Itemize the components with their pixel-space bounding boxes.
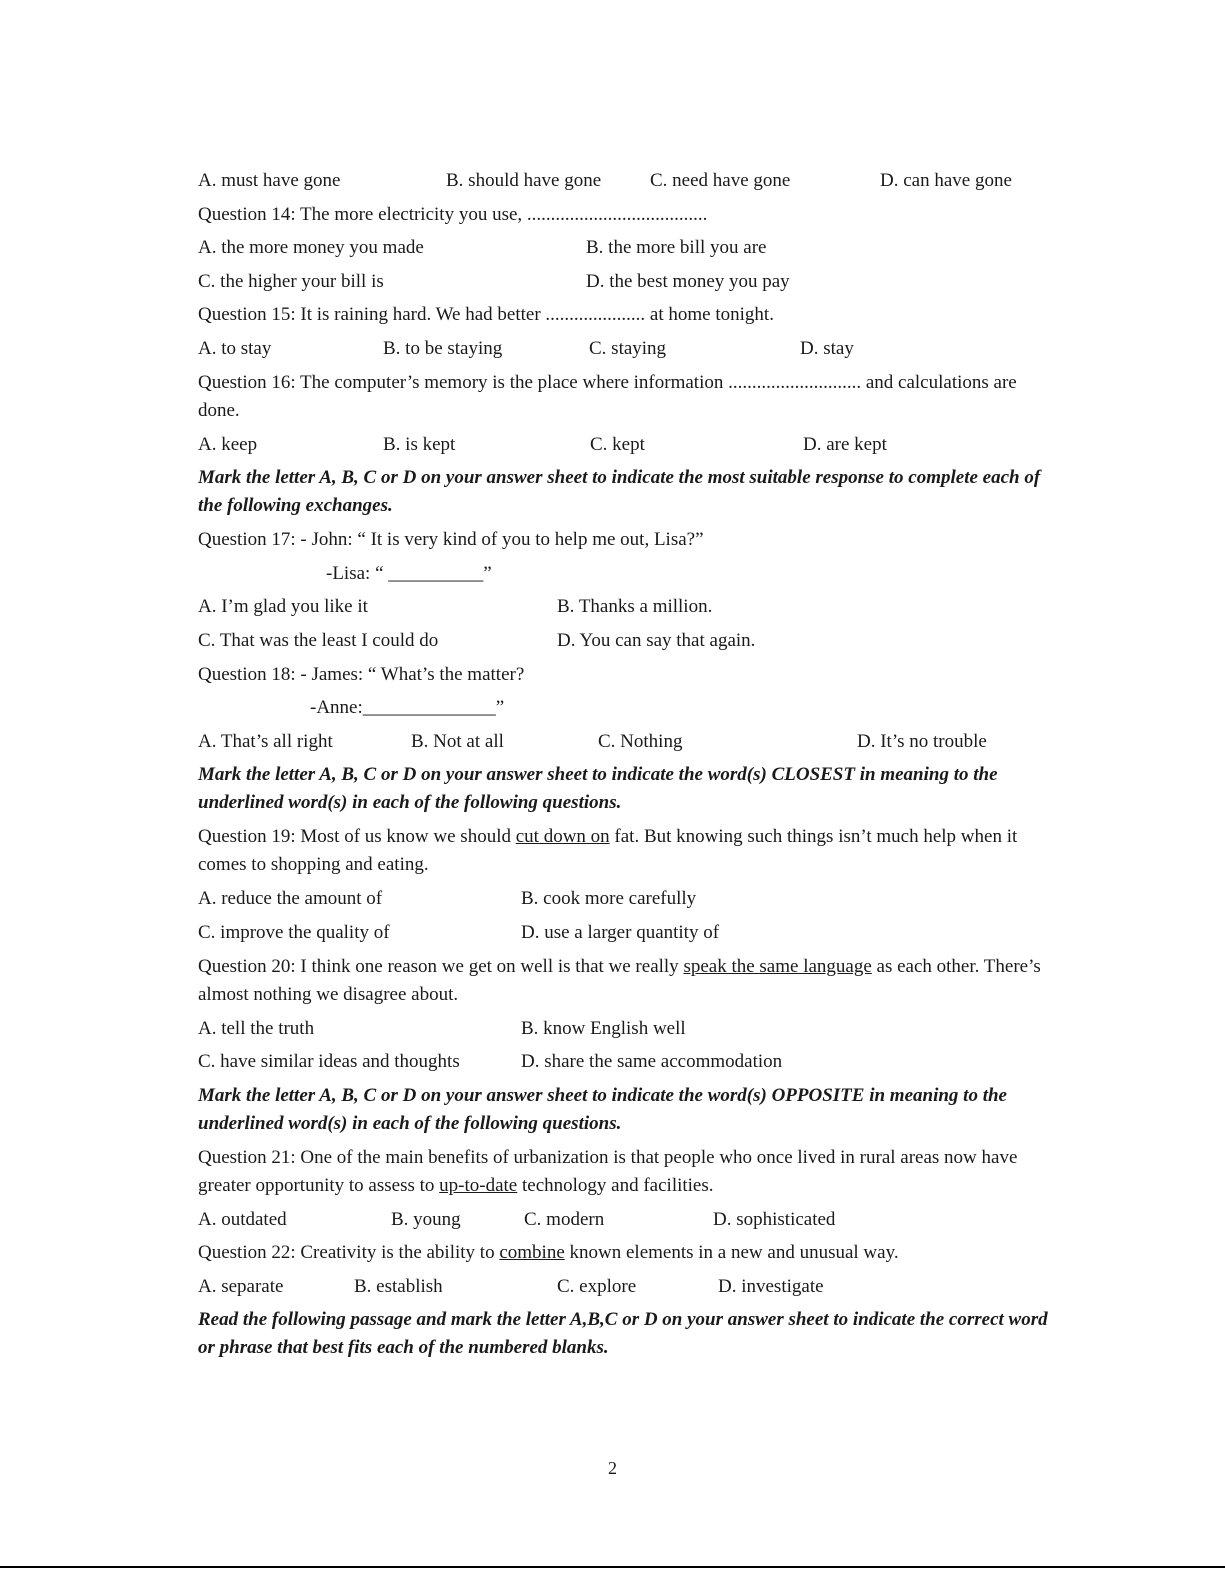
q21-option-b: B. young <box>391 1208 461 1230</box>
q20-stem <box>198 950 1048 1012</box>
q21-option-c: C. modern <box>524 1208 605 1230</box>
q22-option-c: C. explore <box>557 1275 637 1297</box>
q17-reply: -Lisa: “ __________” <box>326 562 492 584</box>
q16-option-b: B. is kept <box>383 433 456 455</box>
q21-stem <box>198 1141 1048 1203</box>
q21-stem-after: technology and facilities. <box>517 1174 714 1196</box>
q21-option-a: A. outdated <box>198 1208 287 1230</box>
q22-stem <box>198 1236 1048 1270</box>
q19-option-a: A. reduce the amount of <box>198 888 383 910</box>
q17-option-d: D. You can say that again. <box>557 629 756 651</box>
q20-option-c: C. have similar ideas and thoughts <box>198 1051 460 1073</box>
q17-options-ab <box>198 590 1048 624</box>
q16-option-a: A. keep <box>198 433 258 455</box>
instruction-closest: Mark the letter A, B, C or D on your answer sheet to indicate the word(s) CLOSEST in meaning to the underlined word(s) in each of the following questions. <box>198 764 998 814</box>
q19-options-ab <box>198 882 1048 916</box>
q14-stem: Question 14: The more electricity you use, ...................................... <box>198 203 708 225</box>
q21-options <box>198 1203 1048 1237</box>
q13-option-b: B. should have gone <box>446 170 602 191</box>
q13-option-a: A. must have gone <box>198 170 341 191</box>
q14-option-a: A. the more money you made <box>198 237 424 259</box>
q22-option-d: D. investigate <box>718 1275 824 1297</box>
q19-options-cd <box>198 916 1048 950</box>
q22-stem-before: Question 22: Creativity is the ability to <box>198 1242 500 1264</box>
exam-page <box>198 164 1048 1365</box>
q20-options-ab <box>198 1012 1048 1046</box>
q20-option-b: B. know English well <box>521 1017 686 1039</box>
q21-option-d: D. sophisticated <box>713 1208 836 1230</box>
q22-underlined: combine <box>499 1242 565 1264</box>
q19-underlined: cut down on <box>515 826 610 848</box>
q18-stem: Question 18: - James: “ What’s the matter? <box>198 663 525 685</box>
q15-option-a: A. to stay <box>198 337 272 359</box>
q21-underlined: up-to-date <box>439 1174 518 1196</box>
q16-options <box>198 428 1048 462</box>
q18-option-a: A. That’s all right <box>198 730 333 752</box>
q20-option-d: D. share the same accommodation <box>521 1051 783 1073</box>
q16-stem: Question 16: The computer’s memory is the place where information ............................ and calculations are done. <box>198 371 1017 421</box>
page-number: 2 <box>608 1458 617 1478</box>
q22-options <box>198 1270 1048 1304</box>
q14-options-ab <box>198 231 1048 265</box>
q13-option-c: C. need have gone <box>650 170 791 191</box>
q17-option-a: A. I’m glad you like it <box>198 596 368 618</box>
q18-option-d: D. It’s no trouble <box>857 730 987 752</box>
q13-option-d: D. can have gone <box>880 170 1012 191</box>
q17-option-c: C. That was the least I could do <box>198 629 439 651</box>
q14-option-c: C. the higher your bill is <box>198 270 384 292</box>
q15-option-c: C. staying <box>589 337 667 359</box>
q18-option-b: B. Not at all <box>411 730 504 752</box>
q22-option-a: A. separate <box>198 1275 284 1297</box>
q17-stem: Question 17: - John: “ It is very kind of you to help me out, Lisa?” <box>198 529 704 551</box>
instruction-exchanges: Mark the letter A, B, C or D on your answer sheet to indicate the most suitable response to complete each of the following exchanges. <box>198 467 1041 517</box>
q19-option-d: D. use a larger quantity of <box>521 921 720 943</box>
q17-options-cd <box>198 624 1048 658</box>
q18-option-c: C. Nothing <box>598 730 683 752</box>
q14-options-cd <box>198 265 1048 299</box>
q13-options <box>198 164 1048 198</box>
q21-stem-before: Question 21: One of the main benefits of urbanization is that people who once lived in rural areas now have greater opportunity to assess to <box>198 1146 1018 1196</box>
q15-option-b: B. to be staying <box>383 337 503 359</box>
q15-option-d: D. stay <box>800 337 854 359</box>
instruction-opposite: Mark the letter A, B, C or D on your answer sheet to indicate the word(s) OPPOSITE in meaning to the underlined word(s) in each of the following questions. <box>198 1084 1007 1134</box>
q20-stem-after: as each other. There’s almost nothing we disagree about. <box>198 955 1041 1005</box>
q22-stem-after: known elements in a new and unusual way. <box>564 1242 899 1264</box>
q14-option-b: B. the more bill you are <box>586 237 767 259</box>
q14-option-d: D. the best money you pay <box>586 270 790 292</box>
q20-stem-before: Question 20: I think one reason we get on well is that we really <box>198 955 684 977</box>
q19-stem-before: Question 19: Most of us know we should <box>198 826 516 848</box>
q15-options <box>198 332 1048 366</box>
q16-option-d: D. are kept <box>803 433 887 455</box>
q15-stem: Question 15: It is raining hard. We had better ..................... at home tonight. <box>198 304 774 326</box>
q19-option-b: B. cook more carefully <box>521 888 697 910</box>
q18-reply: -Anne:______________” <box>310 697 505 719</box>
q18-options <box>198 725 1048 759</box>
q19-stem <box>198 820 1048 882</box>
q16-option-c: C. kept <box>590 433 645 455</box>
q20-underlined: speak the same language <box>683 955 872 977</box>
q20-options-cd <box>198 1045 1048 1079</box>
instruction-passage: Read the following passage and mark the letter A,B,C or D on your answer sheet to indicate the correct word or phrase that best fits each of the numbered blanks. <box>198 1309 1048 1359</box>
q19-option-c: C. improve the quality of <box>198 921 390 943</box>
q19-stem-after: fat. But knowing such things isn’t much help when it comes to shopping and eating. <box>198 826 1018 876</box>
bottom-rule <box>0 1566 1225 1568</box>
q17-option-b: B. Thanks a million. <box>557 596 713 618</box>
q22-option-b: B. establish <box>354 1275 443 1297</box>
q20-option-a: A. tell the truth <box>198 1017 315 1039</box>
